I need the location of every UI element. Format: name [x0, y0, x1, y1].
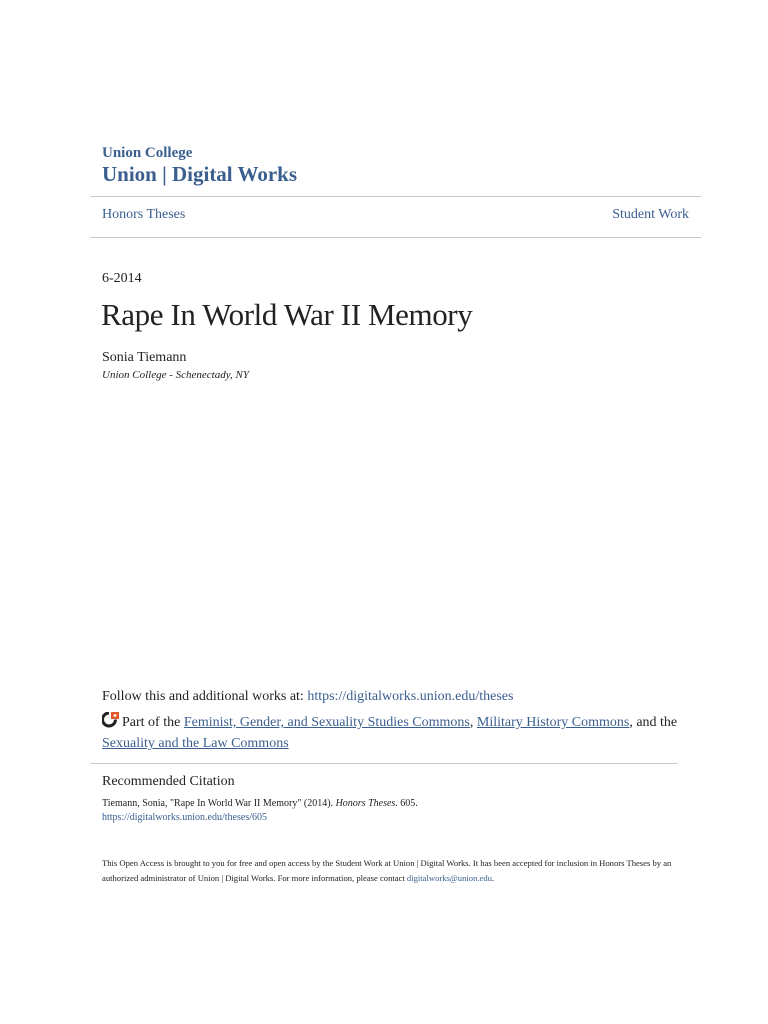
citation-url-link[interactable]: https://digitalworks.union.edu/theses/605 [102, 812, 267, 823]
institution-header [102, 145, 297, 187]
citation-number: . 605. [395, 798, 418, 809]
top-divider [90, 196, 701, 197]
commons-separator: , [469, 715, 477, 730]
nav-divider [90, 237, 701, 238]
feminist-commons-link[interactable]: Feminist, Gender, and Sexuality Studies Commons [183, 715, 470, 730]
author-name: Sonia Tiemann [102, 350, 187, 365]
follow-line [102, 689, 513, 705]
sexuality-law-commons-link[interactable]: Sexuality and the Law Commons [102, 736, 289, 751]
network-logo-icon [102, 712, 120, 734]
paper-title: Rape In World War II Memory [101, 297, 473, 332]
commons-separator: , and the [629, 715, 678, 730]
citation-series: Honors Theses [335, 798, 396, 809]
citation-text: Tiemann, Sonia, "Rape In World War II Memory" (2014). [102, 798, 336, 809]
citation-line [102, 797, 418, 811]
military-history-commons-link[interactable]: Military History Commons [476, 715, 630, 730]
contact-email-link[interactable]: digitalworks@union.edu [406, 873, 492, 883]
author-affiliation: Union College - Schenectady, NY [102, 369, 249, 381]
repository-name[interactable]: Union | Digital Works [102, 162, 298, 186]
student-work-link[interactable]: Student Work [612, 207, 689, 222]
access-text: This Open Access is brought to you for free and open access by the Student Work at Union | Digital Works. It has been accepted for inclusion in Honors Theses by an authorized administrator of Union | Digital Works. For more information, please contact [102, 858, 672, 883]
citation-block [102, 797, 418, 825]
part-of-label: Part of the [122, 715, 184, 730]
citation-heading: Recommended Citation [102, 774, 235, 789]
citation-divider [90, 763, 678, 764]
part-of-commons [102, 712, 692, 753]
theses-url-link[interactable]: https://digitalworks.union.edu/theses [307, 689, 514, 704]
follow-label: Follow this and additional works at: [102, 689, 308, 704]
open-access-notice [102, 856, 682, 886]
access-end: . [491, 873, 495, 883]
publication-date: 6-2014 [102, 271, 142, 286]
honors-theses-link[interactable]: Honors Theses [102, 207, 186, 222]
institution-name[interactable]: Union College [102, 145, 193, 161]
